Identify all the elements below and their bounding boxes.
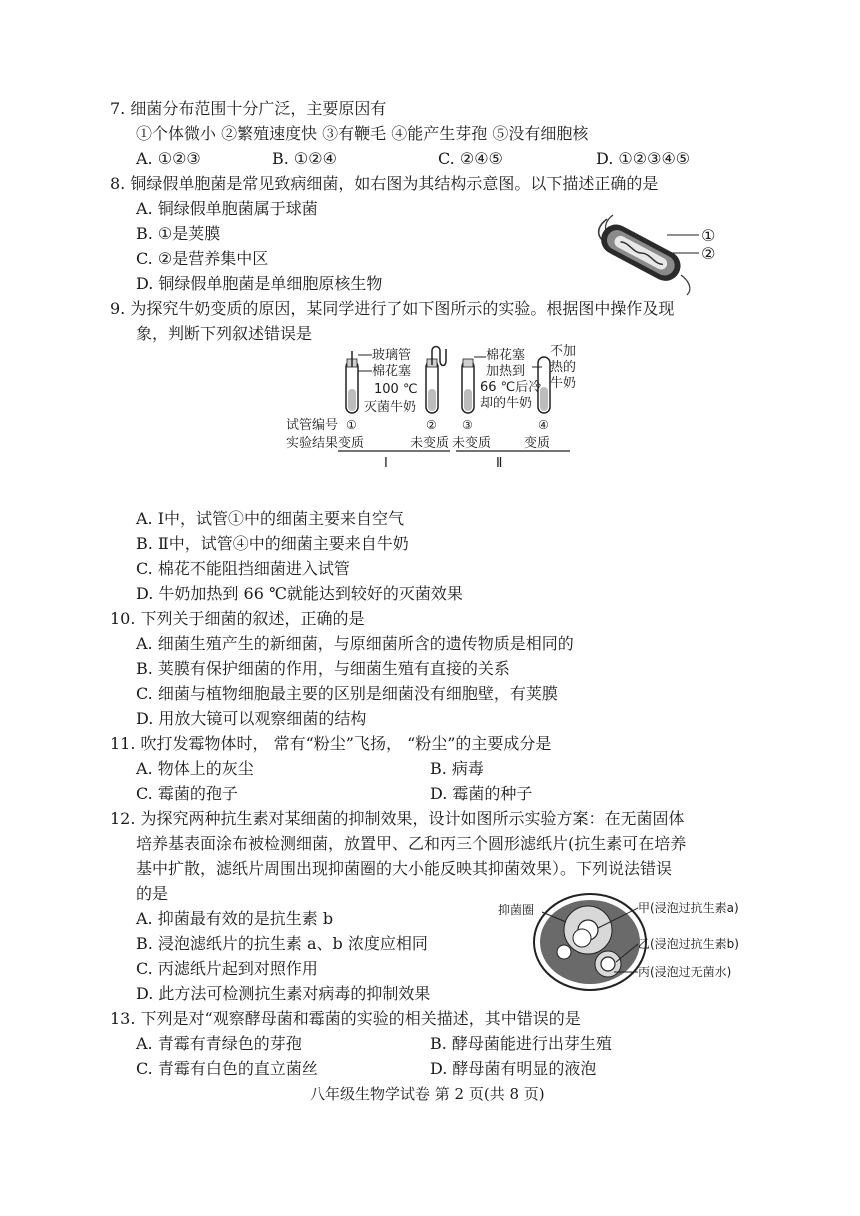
- q8-option-c: C. ②是营养集中区: [136, 249, 269, 268]
- tube-number-1: ①: [346, 418, 357, 432]
- tube-number-4: ④: [538, 418, 549, 432]
- q7-stem: 7. 细菌分布范围十分广泛，主要原因有: [110, 99, 387, 118]
- group-label-1: Ⅰ: [384, 456, 388, 471]
- tube-number-3: ③: [462, 418, 473, 432]
- q12-stem-line4: 的是: [136, 884, 169, 903]
- q8-option-a: A. 铜绿假单胞菌属于球菌: [136, 199, 318, 218]
- label-disc-yi: 乙(浸泡过抗生素b): [638, 937, 739, 951]
- label-inhibition-zone: 抑菌圈: [498, 903, 535, 917]
- q8-option-d: D. 铜绿假单胞菌是单细胞原核生物: [136, 274, 383, 293]
- fig-label-sterile-milk: 灭菌牛奶: [364, 400, 417, 415]
- group-label-2: Ⅱ: [496, 456, 503, 471]
- q9-option-a: A. Ⅰ中，试管①中的细菌主要来自空气: [136, 509, 405, 528]
- fig-label-glass-tube: 玻璃管: [372, 348, 412, 363]
- q7-option-c: C. ②④⑤: [438, 149, 503, 168]
- q9-option-c: C. 棉花不能阻挡细菌进入试管: [136, 559, 350, 578]
- fig-label-cotton-2: 棉花塞: [486, 348, 526, 363]
- bacterium-figure: [585, 205, 725, 295]
- q9-option-b: B. Ⅱ中，试管④中的细菌主要来自牛奶: [136, 534, 409, 553]
- q7-option-d: D. ①②③④⑤: [596, 149, 691, 168]
- q9-stem-line1: 9. 为探究牛奶变质的原因，某同学进行了如下图所示的实验。根据图中操作及现: [110, 299, 675, 318]
- fig-label-unheated-3: 牛奶: [550, 376, 577, 391]
- q12-stem-line1: 12. 为探究两种抗生素对某细菌的抑制效果，设计如图所示实验方案：在无菌固体: [110, 809, 685, 828]
- q11-option-c: C. 霉菌的孢子: [136, 784, 238, 803]
- label-disc-bing: 丙(浸泡过无菌水): [638, 965, 732, 979]
- petri-dish-figure: [498, 892, 760, 992]
- q10-option-d: D. 用放大镜可以观察细菌的结构: [136, 709, 367, 728]
- q10-option-c: C. 细菌与植物细胞最主要的区别是细菌没有细胞壁，有荚膜: [136, 684, 558, 703]
- q11-option-a: A. 物体上的灰尘: [136, 759, 254, 778]
- q13-option-b: B. 酵母菌能进行出芽生殖: [430, 1034, 612, 1053]
- fig-label-unheated-1: 不加: [550, 344, 577, 359]
- row-label-tube-number: 试管编号: [286, 418, 339, 433]
- fig-label-cotton: 棉花塞: [372, 364, 412, 379]
- fig-label-heated-3: 却的牛奶: [480, 396, 533, 411]
- q11-option-b: B. 病毒: [430, 759, 484, 778]
- q9-option-d: D. 牛奶加热到 66 ℃就能达到较好的灭菌效果: [136, 584, 463, 603]
- q12-option-c: C. 丙滤纸片起到对照作用: [136, 959, 318, 978]
- q10-option-b: B. 荚膜有保护细菌的作用，与细菌生殖有直接的关系: [136, 659, 510, 678]
- q7-option-b: B. ①②④: [272, 149, 337, 168]
- fig-label-heated-2: 66 ℃后冷: [480, 380, 542, 395]
- q11-stem: 11. 吹打发霉物体时， 常有“粉尘”飞扬， “粉尘”的主要成分是: [110, 734, 552, 753]
- q12-stem-line2: 培养基表面涂布被检测细菌，放置甲、乙和丙三个圆形滤纸片(抗生素可在培养: [136, 834, 687, 853]
- q7-option-a: A. ①②③: [136, 149, 201, 168]
- q8-fig-label-2: ②: [701, 244, 716, 263]
- q13-stem: 13. 下列是对“观察酵母菌和霉菌的实验的相关描述，其中错误的是: [110, 1009, 581, 1028]
- result-1: 变质: [338, 436, 365, 451]
- fig-label-unheated-2: 热的: [550, 360, 577, 375]
- q13-option-d: D. 酵母菌有明显的液泡: [430, 1059, 597, 1078]
- label-disc-jia: 甲(浸泡过抗生素a): [638, 901, 739, 915]
- result-2: 未变质: [410, 436, 450, 451]
- q9-stem-line2: 象，判断下列叙述错误是: [136, 324, 313, 343]
- q7-items: ①个体微小 ②繁殖速度快 ③有鞭毛 ④能产生芽孢 ⑤没有细胞核: [136, 124, 589, 143]
- fig-label-heated-1: 加热到: [486, 364, 526, 379]
- q8-fig-label-1: ①: [701, 226, 716, 245]
- row-label-result: 实验结果: [286, 436, 339, 451]
- result-4: 变质: [524, 436, 551, 451]
- page-footer: 八年级生物学试卷 第 2 页(共 8 页): [310, 1085, 545, 1103]
- result-3: 未变质: [452, 436, 492, 451]
- q10-option-a: A. 细菌生殖产生的新细菌，与原细菌所含的遗传物质是相同的: [136, 634, 574, 653]
- q13-option-c: C. 青霉有白色的直立菌丝: [136, 1059, 318, 1078]
- q12-option-a: A. 抑菌最有效的是抗生素 b: [136, 909, 334, 928]
- q12-option-b: B. 浸泡滤纸片的抗生素 a、b 浓度应相同: [136, 934, 428, 953]
- milk-experiment-figure: [280, 343, 580, 471]
- q8-stem: 8. 铜绿假单胞菌是常见致病细菌，如右图为其结构示意图。以下描述正确的是: [110, 174, 659, 193]
- fig-label-temp: 100 ℃: [374, 382, 418, 397]
- q13-option-a: A. 青霉有青绿色的芽孢: [136, 1034, 302, 1053]
- tube-number-2: ②: [426, 418, 437, 432]
- q12-stem-line3: 基中扩散，滤纸片周围出现抑菌圈的大小能反映其抑菌效果）。下列说法错误: [136, 859, 673, 878]
- q11-option-d: D. 霉菌的种子: [430, 784, 533, 803]
- q12-option-d: D. 此方法可检测抗生素对病毒的抑制效果: [136, 984, 431, 1003]
- q8-option-b: B. ①是荚膜: [136, 224, 221, 243]
- q10-stem: 10. 下列关于细菌的叙述，正确的是: [110, 609, 365, 628]
